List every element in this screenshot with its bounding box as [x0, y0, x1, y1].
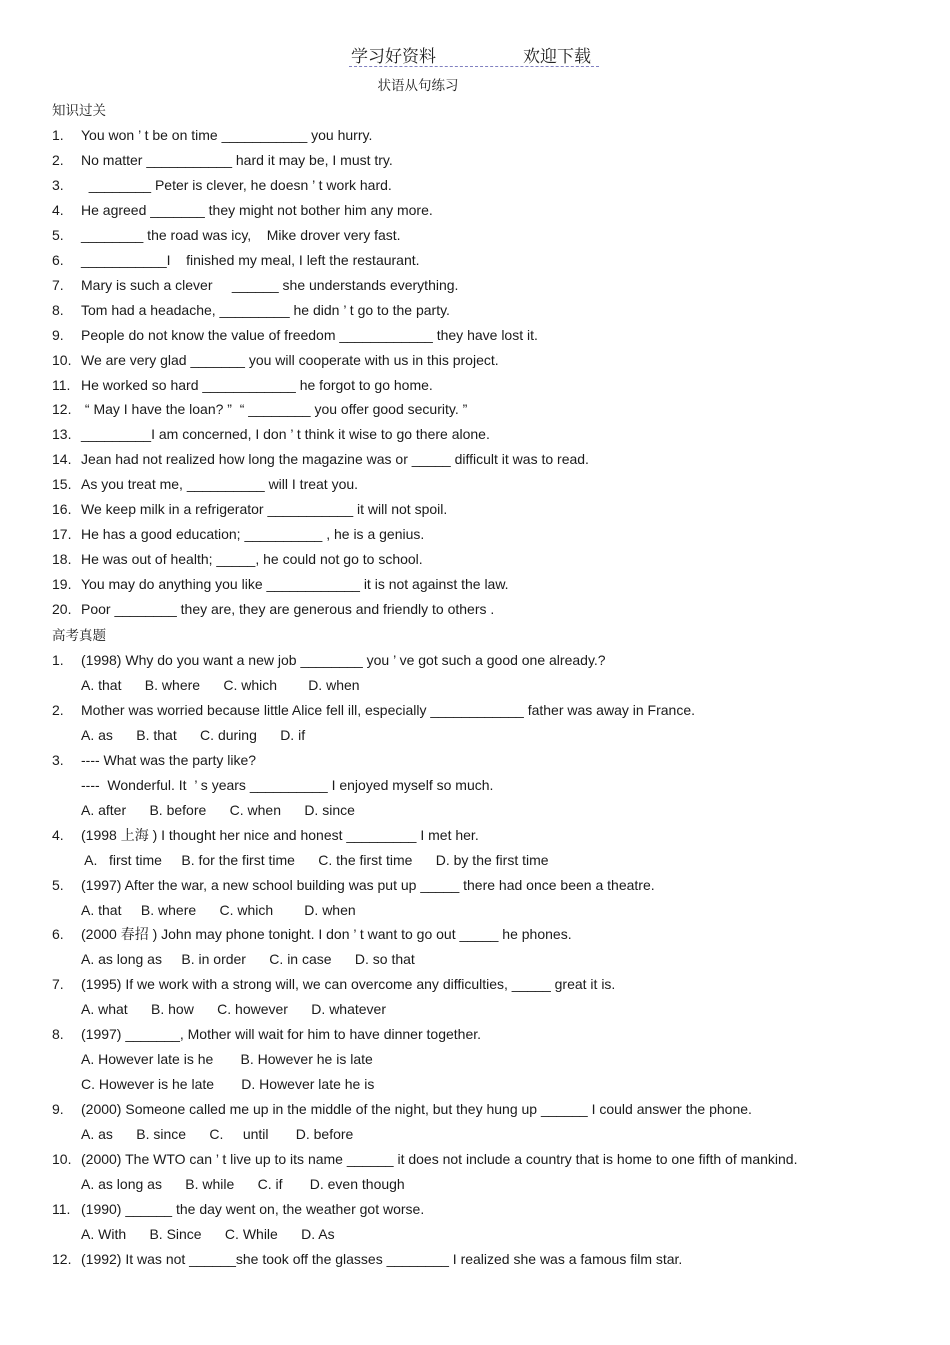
question-row: [0, 275, 950, 295]
question-number: 3.: [52, 176, 64, 193]
question-text: Mary is such a clever ______ she understands everything.: [81, 276, 459, 293]
question-text: Mother was worried because little Alice fell ill, especially ____________ father was away in France.: [81, 701, 695, 718]
question-number: 12.: [52, 401, 72, 418]
question-number: 10.: [52, 351, 72, 368]
question-text: Jean had not realized how long the magazine was or _____ difficult it was to read.: [81, 451, 589, 468]
answer-options: A. after B. before C. when D. since: [81, 801, 355, 818]
question-number: 13.: [52, 426, 72, 443]
question-number: 5.: [52, 226, 64, 243]
question-row: [0, 1199, 950, 1219]
question-row: [0, 325, 950, 345]
answer-options: A. as long as B. in order C. in case D. so that: [81, 951, 415, 968]
option-row: [0, 850, 950, 870]
page-header: [349, 40, 599, 67]
question-text: ________ the road was icy, Mike drover very fast.: [81, 226, 401, 243]
question-text: As you treat me, __________ will I treat you.: [81, 476, 359, 493]
question-text: _________I am concerned, I don ’ t think it wise to go there alone.: [81, 426, 490, 443]
question-row: [0, 1249, 950, 1269]
question-row: [0, 825, 950, 845]
question-number: 15.: [52, 476, 72, 493]
question-text: “ May I have the loan? ” “ ________ you offer good security. ”: [81, 401, 468, 418]
document-title: 状语从句练习: [377, 78, 459, 94]
question-text: He has a good education; __________ , he is a genius.: [81, 526, 425, 543]
question-row: [0, 424, 950, 444]
question-number: 18.: [52, 551, 72, 568]
answer-options: A. as B. that C. during D. if: [81, 726, 306, 743]
question-row: [0, 150, 950, 170]
question-number: 12.: [52, 1250, 72, 1267]
question-row: [0, 750, 950, 770]
question-number: 2.: [52, 151, 64, 168]
question-number: 11.: [52, 376, 71, 393]
option-row: [0, 1074, 950, 1094]
question-text: ---- What was the party like?: [81, 751, 257, 768]
answer-options: C. However is he late D. However late he is: [81, 1076, 375, 1093]
option-row: [0, 725, 950, 745]
answer-options: A. first time B. for the first time C. the first time D. by the first time: [81, 851, 549, 868]
question-row: [0, 399, 950, 419]
question-row: [0, 175, 950, 195]
question-text: (1992) It was not ______she took off the glasses ________ I realized she was a famous film star.: [81, 1250, 683, 1267]
answer-options: A. what B. how C. however D. whatever: [81, 1001, 387, 1018]
question-number: 2.: [52, 701, 64, 718]
question-number: 5.: [52, 876, 64, 893]
question-text: Tom had a headache, _________ he didn ’ t go to the party.: [81, 301, 450, 318]
question-text: He was out of health; _____, he could not go to school.: [81, 551, 423, 568]
answer-options: A. as long as B. while C. if D. even though: [81, 1175, 405, 1192]
question-text: We keep milk in a refrigerator ___________ it will not spoil.: [81, 501, 448, 518]
question-number: 9.: [52, 326, 64, 343]
question-number: 8.: [52, 1026, 64, 1043]
question-number: 20.: [52, 601, 72, 618]
question-row: [0, 924, 950, 944]
question-number: 6.: [52, 251, 64, 268]
question-text: Poor ________ they are, they are generous and friendly to others .: [81, 601, 495, 618]
question-text: You won ’ t be on time ___________ you hurry.: [81, 127, 373, 143]
question-row: [0, 574, 950, 594]
question-number: 14.: [52, 451, 72, 468]
header-left-text: 学习好资料: [351, 47, 436, 67]
question-row: [0, 474, 950, 494]
question-row: [0, 599, 950, 619]
question-number: 10.: [52, 1151, 72, 1167]
option-row: [0, 1174, 950, 1194]
question-row: [0, 1149, 950, 1169]
question-text: He agreed _______ they might not bother him any more.: [81, 201, 433, 218]
answer-options: A. that B. where C. which D. when: [81, 676, 360, 693]
option-row: [0, 775, 950, 795]
question-number: 8.: [52, 301, 64, 318]
question-row: [0, 524, 950, 544]
question-row: [0, 650, 950, 670]
option-row: [0, 1224, 950, 1244]
question-number: 4.: [52, 826, 64, 843]
question-text: No matter ___________ hard it may be, I must try.: [81, 151, 393, 168]
question-number: 9.: [52, 1101, 64, 1118]
question-row: [0, 300, 950, 320]
question-text: (1997) After the war, a new school building was put up _____ there had once been a theatre.: [81, 876, 655, 893]
question-number: 17.: [52, 526, 72, 543]
question-number: 7.: [52, 976, 64, 993]
question-row: [0, 375, 950, 395]
question-row: [0, 449, 950, 469]
question-text: (1998) Why do you want a new job ________ you ’ ve got such a good one already.?: [81, 652, 606, 668]
question-number: 4.: [52, 201, 64, 218]
question-row: [0, 200, 950, 220]
option-row: [0, 675, 950, 695]
question-number: 7.: [52, 276, 64, 293]
question-text: (2000) The WTO can ’ t live up to its name ______ it does not include a country that is home to one fifth of mankind.: [81, 1151, 798, 1167]
question-number: 3.: [52, 751, 64, 768]
question-text: (2000) Someone called me up in the middle of the night, but they hung up ______ I could answer the phone.: [81, 1101, 752, 1118]
question-text: We are very glad _______ you will cooperate with us in this project.: [81, 351, 499, 368]
question-text: (1995) If we work with a strong will, we can overcome any difficulties, _____ great it is.: [81, 976, 616, 993]
question-text: ___________I finished my meal, I left the restaurant.: [81, 251, 420, 268]
option-row: [0, 1049, 950, 1069]
answer-options: A. as B. since C. until D. before: [81, 1126, 354, 1143]
answer-options: A. that B. where C. which D. when: [81, 901, 356, 918]
question-row: [0, 974, 950, 994]
option-row: [0, 900, 950, 920]
question-number: 11.: [52, 1200, 71, 1217]
question-row: [0, 225, 950, 245]
option-row: [0, 1124, 950, 1144]
option-row: [0, 949, 950, 969]
answer-options: ---- Wonderful. It ’ s years __________ I enjoyed myself so much.: [81, 776, 494, 793]
question-number: 1.: [52, 652, 64, 668]
question-number: 6.: [52, 926, 64, 943]
question-row: [0, 499, 950, 519]
answer-options: A. However late is he B. However he is late: [81, 1051, 373, 1068]
question-text: (2000 春招 ) John may phone tonight. I don ’ t want to go out _____ he phones.: [81, 926, 572, 943]
question-text: (1997) _______, Mother will wait for him to have dinner together.: [81, 1026, 482, 1043]
question-row: [0, 1024, 950, 1044]
answer-options: A. With B. Since C. While D. As: [81, 1225, 335, 1242]
option-row: [0, 999, 950, 1019]
question-text: People do not know the value of freedom ____________ they have lost it.: [81, 326, 538, 343]
question-number: 19.: [52, 576, 72, 593]
question-text: He worked so hard ____________ he forgot to go home.: [81, 376, 433, 393]
question-row: [0, 125, 950, 145]
header-right-text: 欢迎下载: [523, 47, 591, 67]
question-row: [0, 250, 950, 270]
question-text: (1998 上海 ) I thought her nice and honest _________ I met her.: [81, 826, 479, 843]
section-heading-exam: 高考真题: [52, 628, 106, 644]
section-heading-knowledge: 知识过关: [52, 103, 106, 119]
question-text: ________ Peter is clever, he doesn ’ t work hard.: [81, 176, 392, 193]
question-row: [0, 1099, 950, 1119]
question-row: [0, 875, 950, 895]
question-text: You may do anything you like ____________ it is not against the law.: [81, 576, 509, 593]
question-number: 16.: [52, 501, 72, 518]
question-row: [0, 549, 950, 569]
question-number: 1.: [52, 127, 64, 143]
option-row: [0, 800, 950, 820]
question-row: [0, 350, 950, 370]
question-row: [0, 700, 950, 720]
question-text: (1990) ______ the day went on, the weather got worse.: [81, 1200, 425, 1217]
